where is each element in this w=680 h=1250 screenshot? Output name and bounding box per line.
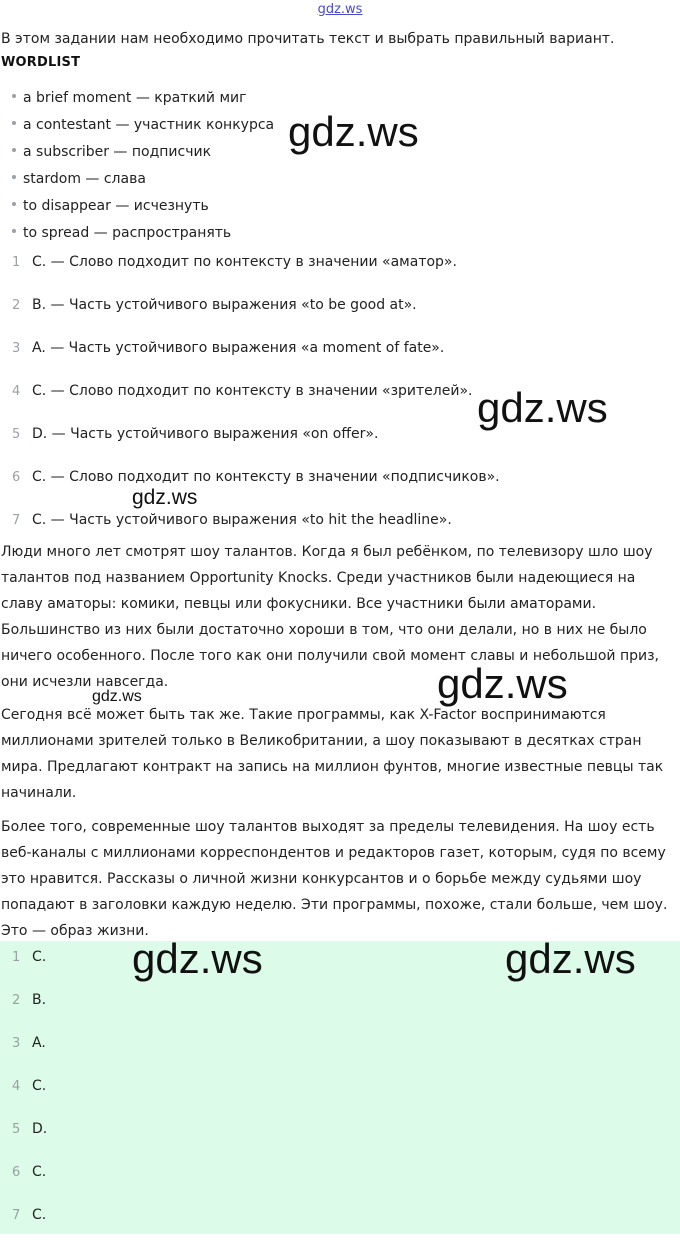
summary-number: 3 [12,1036,21,1051]
wordlist-item: to disappear — исчезнуть [12,198,274,225]
answer-item [0,254,500,297]
answer-number: 3 [12,341,21,356]
summary-number: 1 [12,950,21,965]
summary-letter: D. [32,1121,48,1137]
answer-text: C. — Слово подходит по контексту в значении «зрителей». [32,383,473,399]
answer-number: 2 [12,298,21,313]
watermark: gdz.ws [92,688,142,705]
bullet-icon [12,175,16,179]
bullet-icon [12,121,16,125]
answer-item [0,383,500,426]
wordlist-item: a contestant — участник конкурса [12,117,274,144]
answer-item [0,426,500,469]
summary-number: 7 [12,1208,21,1223]
summary-item [0,949,47,992]
summary-item [0,1207,47,1250]
watermark: gdz.ws [132,935,263,982]
summary-letter: C. [32,1078,47,1094]
wordlist-heading: WORDLIST [1,55,81,70]
summary-number: 2 [12,993,21,1008]
summary-letter: C. [32,1164,47,1180]
answer-item [0,297,500,340]
summary-item [0,1035,47,1078]
answer-number: 7 [12,513,21,528]
answer-item [0,469,500,512]
answer-number: 4 [12,384,21,399]
translation-paragraph-1: Люди много лет смотрят шоу талантов. Когда я был ребёнком, по телевизору шло шоу талантов под названием Opportunity Knocks. Среди участников были надеющиеся на славу аматоры: комики, певцы или фокусники. Все участники были аматорами. Большинство из них были достаточно хороши в том, что они делали, но в них не было ничего особенного. После того как они получили свой момент славы и небольшой приз, они исчезли навсегда. [1,544,659,690]
bullet-icon [12,202,16,206]
summary-letter: C. [32,949,47,965]
watermark: gdz.ws [132,486,198,509]
answer-text: C. — Часть устойчивого выражения «to hit the headline». [32,512,452,528]
answer-summary-list [0,949,47,1250]
wordlist-item: to spread — распространять [12,225,274,252]
summary-item [0,1078,47,1121]
answer-text: C. — Слово подходит по контексту в значении «подписчиков». [32,469,500,485]
site-link[interactable]: gdz.ws [317,2,363,17]
wordlist [12,90,274,252]
translation-paragraph-2: Сегодня всё может быть так же. Такие программы, как X-Factor воспринимаются миллионами зрителей только в Великобритании, а шоу показывают в десятках стран мира. Предлагают контракт на запись на миллион фунтов, многие известные певцы так начинали. [1,707,664,801]
bullet-icon [12,148,16,152]
bullet-icon [12,94,16,98]
summary-item [0,992,47,1035]
wordlist-item: stardom — слава [12,171,274,198]
answer-explanations [0,254,500,555]
answer-number: 1 [12,255,21,270]
summary-letter: B. [32,992,47,1008]
summary-item [0,1164,47,1207]
summary-letter: A. [32,1035,46,1051]
bullet-icon [12,229,16,233]
watermark: gdz.ws [505,935,636,982]
answer-text: B. — Часть устойчивого выражения «to be good at». [32,297,417,313]
task-intro: В этом задании нам необходимо прочитать текст и выбрать правильный вариант. [1,31,615,47]
answer-summary-box [0,941,680,1234]
answer-number: 5 [12,427,21,442]
answer-number: 6 [12,470,21,485]
answer-text: D. — Часть устойчивого выражения «on offer». [32,426,379,442]
answer-text: A. — Часть устойчивого выражения «a moment of fate». [32,340,445,356]
summary-letter: C. [32,1207,47,1223]
wordlist-item: a brief moment — краткий миг [12,90,274,117]
summary-number: 5 [12,1122,21,1137]
summary-number: 6 [12,1165,21,1180]
answer-text: C. — Слово подходит по контексту в значении «аматор». [32,254,457,270]
watermark: gdz.ws [477,384,608,431]
watermark: gdz.ws [437,660,568,707]
answer-item [0,340,500,383]
summary-number: 4 [12,1079,21,1094]
wordlist-item: a subscriber — подписчик [12,144,274,171]
watermark: gdz.ws [288,108,419,155]
summary-item [0,1121,47,1164]
translation-paragraph-3: Более того, современные шоу талантов выходят за пределы телевидения. На шоу есть веб-каналы с миллионами корреспондентов и редакторов газет, которым, судя по всему это нравится. Рассказы о личной жизни конкурсантов и о борьбе между судьями шоу попадают в заголовки каждую неделю. Эти программы, похоже, стали больше, чем шоу. Это — образ жизни. [1,819,668,939]
